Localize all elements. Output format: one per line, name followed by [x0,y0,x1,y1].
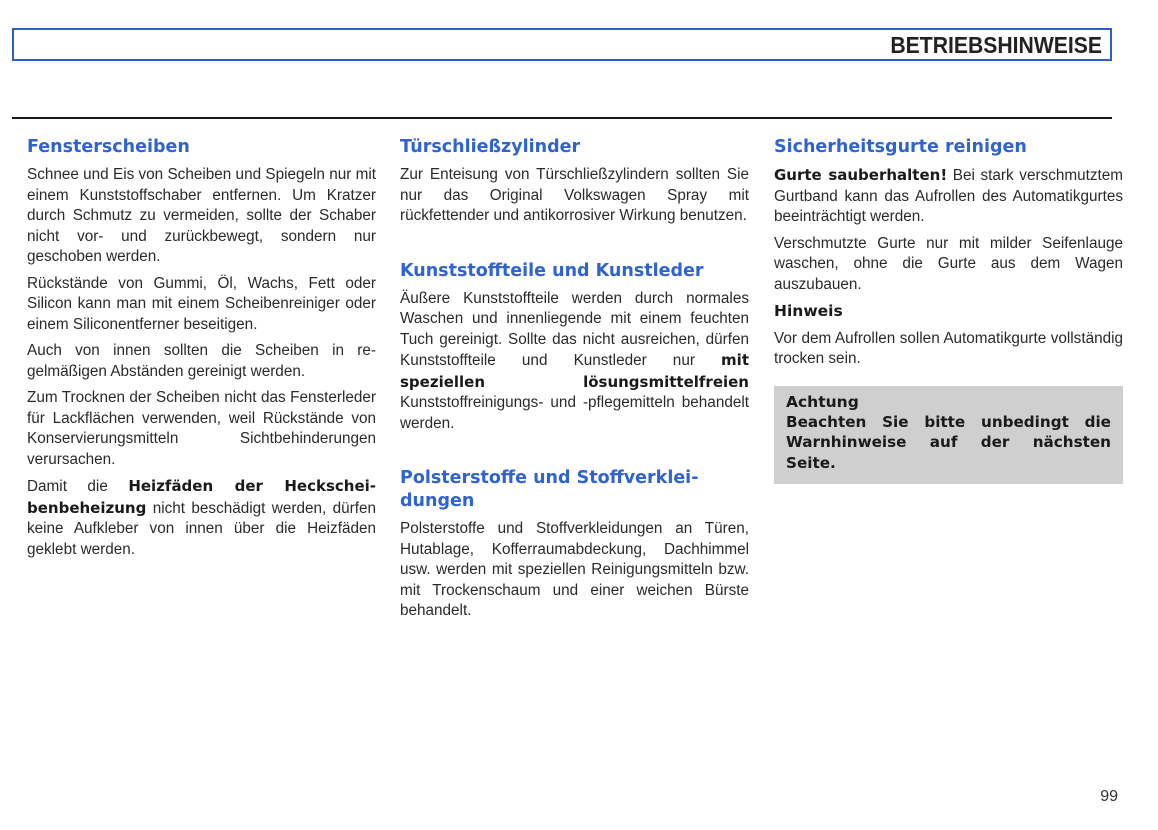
heading-kunststoffteile: Kunststoffteile und Kunstleder [400,260,704,281]
paragraph: Schnee und Eis von Scheiben und Spiegeln nur mit einem Kunststoffschaber entfernen. Um Kratzer durch Schmutz zu vermeiden, sollte der Schaber nicht vor- und zurückbewegt, sondern nur geschoben werden. [27,166,376,265]
text: nicht beschädigt werden, dürfen keine Aufkleber von innen über die Heizfäden geklebt werden. [27,499,376,558]
column-seatbelts [774,136,1123,484]
column-windows [27,136,376,566]
paragraph: Polsterstoffe und Stoffverkleidungen an Türen, Hutablage, Kofferraumabdeckung, Dachhimmel usw. werden mit speziellen Reinigungsmitteln bzw. mit Trockenschaum und einer weichen Bürste behandelt. [400,520,749,619]
text: Äußere Kunststoffteile werden durch normales Waschen und innenliegende mit einem feuchten Tuch gereinigt. Sollte das nicht ausreichen, dürfen Kunststoffteile und Kunstleder nur [400,289,749,369]
text: Damit die [27,478,129,495]
header-rule [12,117,1112,119]
section-title: BETRIEBSHINWEISE [890,32,1102,58]
paragraph: Rückstände von Gummi, Öl, Wachs, Fett oder Silicon kann man mit einem Scheibenreiniger oder einem Siliconentferner beseitigen. [27,274,376,333]
bold-text: Heizfäden der Heckscheibenbeheizung [27,477,376,517]
heading-sicherheitsgurte: Sicherheitsgurte reinigen [774,137,1027,157]
bold-text: Gurte sauberhalten! [774,166,948,184]
column-plastics [400,136,749,628]
paragraph [400,289,749,435]
paragraph: Verschmutzte Gurte nur mit milder Seifenlauge waschen, ohne die Gurte aus dem Wagen auszubauen. [774,234,1123,293]
warning-box [774,386,1123,485]
heading-polsterstoffe: Polsterstoffe und Stoffverkleidungen [400,468,699,511]
paragraph [27,476,376,560]
heading-tuerschliesszylinder: Türschließzylinder [400,137,581,157]
header-banner [12,28,1112,61]
page-number: 99 [1100,788,1118,805]
paragraph [774,165,1123,228]
paragraph: Zum Trocknen der Scheiben nicht das Fensterleder für Lackflächen verwenden, weil Rückstände von Konservierungsmitteln Sichtbehinderungen verursachen. [27,389,376,468]
warning-title: Achtung [786,392,859,411]
text: Bei stark verschmutztem Gurtband kann das Aufrollen des Automatikgurtes beeinträchtigt werden. [774,167,1123,225]
paragraph: Auch von innen sollten die Scheiben in regelmäßigen Abständen gereinigt werden. [27,342,376,380]
warning-text: Beachten Sie bitte unbedingt die Warnhinweise auf der nächsten Seite. [786,412,1111,472]
text: Kunststoffreinigungs- und -pflegemitteln behandelt werden. [400,394,749,432]
note-title: Hinweis [774,302,843,320]
paragraph: Zur Enteisung von Türschließzylindern sollten Sie nur das Original Volkswagen Spray mit rückfettender und antikorrosiver Wirkung benutzen. [400,166,749,224]
heading-fensterscheiben: Fensterscheiben [27,137,190,157]
bold-text: mit speziellen lösungsmittelfreien [400,351,749,391]
note-text: Vor dem Aufrollen sollen Automatikgurte vollständig trocken sein. [774,329,1123,367]
